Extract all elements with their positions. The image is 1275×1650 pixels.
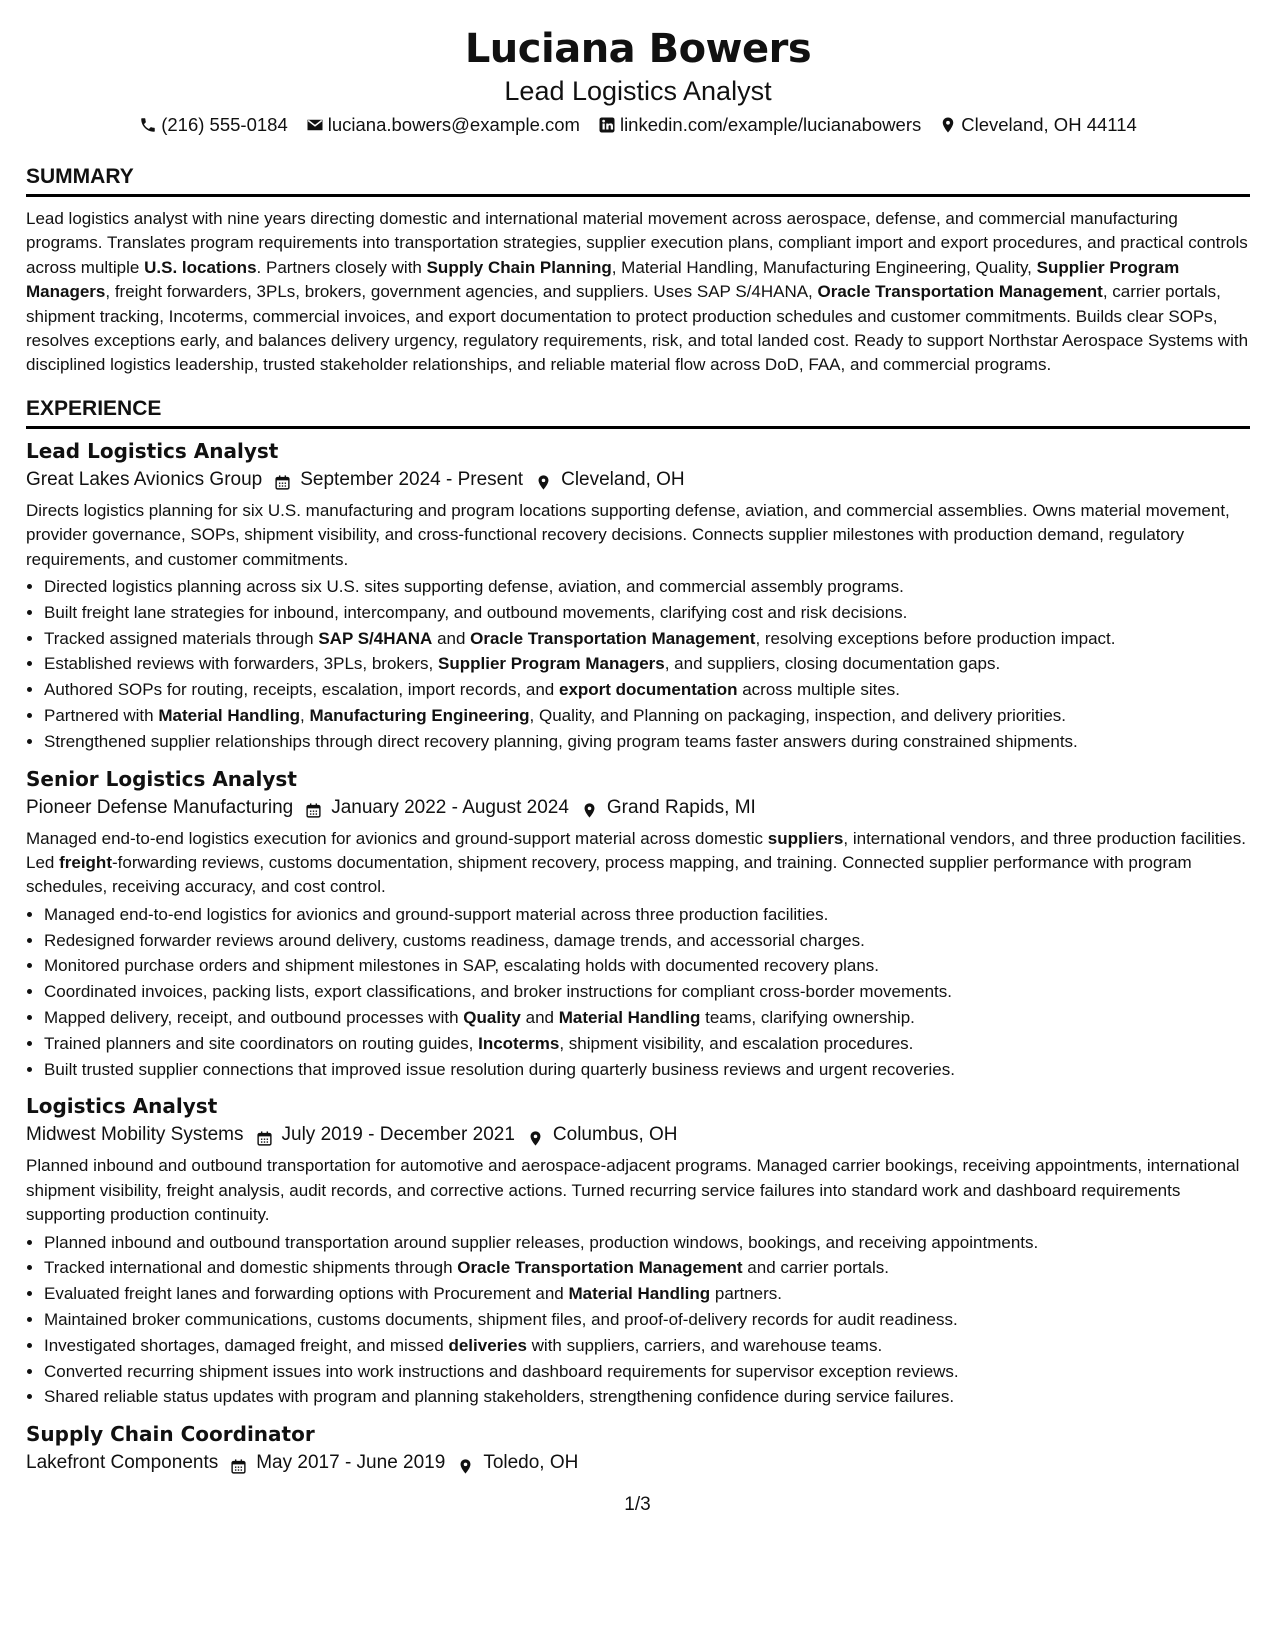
job-entry [26,1420,1250,1478]
bullet-item [44,1005,1250,1031]
text-run: Planned inbound and outbound transportation around supplier releases, production windows, bookings, and receiving appointments. [44,1232,1039,1252]
text-run: and [432,628,471,648]
contact-location-text: Cleveland, OH 44114 [961,114,1137,135]
text-run: across multiple sites. [737,680,900,700]
emphasized-text: Supplier Program Managers [26,257,1180,302]
text-run: Maintained broker communications, customs documents, shipment files, and proof-of-delivery records for audit readiness. [44,1310,958,1330]
text-run: Evaluated freight lanes and forwarding options with Procurement and [44,1284,569,1304]
calendar-icon [274,471,291,488]
experience-heading: EXPERIENCE [26,396,1250,429]
bullet-item [44,574,1250,600]
emphasized-text: Supply Chain Planning [426,257,612,277]
job-title: Lead Logistics Analyst [26,438,279,463]
bullet-item [44,1359,1250,1385]
bullet-item [44,902,1250,928]
bullet-item [44,1255,1250,1281]
job-location: Toledo, OH [483,1452,579,1474]
text-run: Mapped delivery, receipt, and outbound processes with [44,1008,464,1028]
job-entry [26,765,1250,1083]
text-run: Built freight lane strategies for inbound, intercompany, and outbound movements, clarifying cost and risk decisions. [44,602,908,622]
emphasized-text: Supplier Program Managers [438,654,665,674]
bullet-item [44,1230,1250,1256]
bullet-item [44,1384,1250,1410]
text-run: with suppliers, carriers, and warehouse teams. [526,1335,883,1355]
bullet-item [44,600,1250,626]
text-run: . Partners closely with [256,257,427,277]
job-description [26,827,1250,900]
contact-location [939,112,1137,138]
text-run: -forwarding reviews, customs documentation, shipment recovery, process mapping, and training. Connected supplier performance with program schedules, receiving accuracy, and cost control. [26,853,1192,897]
location-icon [457,1455,474,1472]
bullet-item [44,1281,1250,1307]
bullet-item [44,626,1250,652]
bullet-item [44,703,1250,729]
contact-linkedin[interactable] [598,112,921,138]
text-run: Tracked assigned materials through [44,628,319,648]
text-run: Established reviews with forwarders, 3PLs, brokers, [44,654,438,674]
bullet-item [44,1031,1250,1057]
job-title: Senior Logistics Analyst [26,766,297,791]
candidate-name: Luciana Bowers [464,26,812,72]
emphasized-text: Incoterms [478,1033,560,1053]
emphasized-text: Oracle Transportation Management [470,628,756,648]
text-run: , international vendors, and three production facilities. Led [26,828,1246,873]
calendar-icon [256,1127,273,1144]
summary-heading: SUMMARY [26,164,1250,197]
emphasized-text: Material Handling [568,1284,711,1304]
text-run: Directed logistics planning across six U.S. sites supporting defense, aviation, and commercial assembly programs. [44,577,904,597]
emphasized-text: freight [59,853,112,873]
text-run: and carrier portals. [742,1258,890,1278]
emphasized-text: U.S. locations [144,257,257,277]
text-run: , Material Handling, Manufacturing Engineering, Quality, [611,257,1037,277]
job-entry [26,1092,1250,1410]
text-run: Shared reliable status updates with program and planning stakeholders, strengthening confidence during service failures. [44,1387,955,1407]
job-company: Pioneer Defense Manufacturing [26,796,294,818]
text-run: Trained planners and site coordinators on routing guides, [44,1033,479,1053]
contact-phone-text: (216) 555-0184 [161,114,288,135]
emphasized-text: Material Handling [558,1008,701,1028]
job-location: Columbus, OH [552,1124,678,1146]
contact-email[interactable] [306,112,580,138]
calendar-icon [305,799,322,816]
text-run: , [300,706,310,726]
bullet-item [44,1057,1250,1083]
text-run: teams, clarifying ownership. [700,1008,915,1028]
job-company: Lakefront Components [26,1452,219,1474]
job-dates: January 2022 - August 2024 [331,796,569,818]
job-location: Cleveland, OH [561,468,685,490]
emphasized-text: Quality [463,1008,521,1028]
text-run: Coordinated invoices, packing lists, export classifications, and broker instructions for compliant cross-border movements. [44,982,953,1002]
job-dates: May 2017 - June 2019 [256,1452,446,1474]
bullet-item [44,677,1250,703]
bullet-item [44,1307,1250,1333]
job-description [26,1154,1250,1227]
job-dates: July 2019 - December 2021 [281,1124,515,1146]
job-location: Grand Rapids, MI [606,796,756,818]
text-run: , freight forwarders, 3PLs, brokers, government agencies, and suppliers. Uses SAP S/4HANA, [105,282,818,302]
text-run: Built trusted supplier connections that improved issue resolution during quarterly business reviews and urgent recoveries. [44,1059,955,1079]
linkedin-icon [598,116,616,134]
calendar-icon [230,1455,247,1472]
text-run: Monitored purchase orders and shipment milestones in SAP, escalating holds with documented recovery plans. [44,956,880,976]
job-company: Midwest Mobility Systems [26,1124,244,1146]
text-run: Managed end-to-end logistics for avionics and ground-support material across three production facilities. [44,904,829,924]
text-run: Investigated shortages, damaged freight, and missed [44,1335,449,1355]
contact-phone [139,112,288,138]
emphasized-text: Manufacturing Engineering [309,706,530,726]
email-icon [306,116,324,134]
page-number: 1/3 [624,1494,651,1515]
location-icon [939,116,957,134]
job-meta [26,1120,1250,1150]
emphasized-text: deliveries [448,1335,527,1355]
job-meta [26,793,1250,823]
location-icon [581,799,598,816]
job-dates: September 2024 - Present [300,468,524,490]
phone-icon [139,116,157,134]
text-run: Partnered with [44,706,159,726]
text-run: , Quality, and Planning on packaging, inspection, and delivery priorities. [529,706,1066,726]
text-run: Strengthened supplier relationships through direct recovery planning, giving program teams faster answers during constrained shipments. [44,731,1078,751]
bullet-item [44,953,1250,979]
bullet-item [44,928,1250,954]
job-company: Great Lakes Avionics Group [26,468,263,490]
text-run: Converted recurring shipment issues into work instructions and dashboard requirements for supervisor exception reviews. [44,1361,959,1381]
experience-list [26,437,1250,1478]
bullet-item [44,979,1250,1005]
job-bullets [26,574,1250,755]
candidate-role: Lead Logistics Analyst [504,76,772,106]
bullet-item [44,1333,1250,1359]
contact-bar [26,112,1250,138]
emphasized-text: Oracle Transportation Management [457,1258,743,1278]
job-description [26,499,1250,572]
text-run: , resolving exceptions before production impact. [755,628,1116,648]
text-run: partners. [710,1284,782,1304]
text-run: Redesigned forwarder reviews around delivery, customs readiness, damage trends, and accessorial charges. [44,930,865,950]
emphasized-text: export documentation [558,680,738,700]
job-title: Logistics Analyst [26,1094,218,1119]
location-icon [535,471,552,488]
contact-linkedin-text: linkedin.com/example/lucianabowers [619,114,922,135]
text-run: and [520,1008,559,1028]
emphasized-text: Material Handling [158,706,301,726]
text-run: Lead logistics analyst with nine years directing domestic and international material movement across aerospace, defense, and commercial manufacturing programs. Translates program requirements into transportation strategies, supplier execution plans, compliant import and export procedures, and practical controls across multiple [26,209,1248,277]
job-meta [26,1448,1250,1478]
resume-page [26,24,1250,1478]
job-title: Supply Chain Coordinator [26,1422,315,1447]
text-run: Tracked international and domestic shipments through [44,1258,458,1278]
bullet-item [44,651,1250,677]
location-icon [527,1127,544,1144]
job-meta [26,465,1250,495]
emphasized-text: SAP S/4HANA [318,628,433,648]
summary-text [26,207,1250,378]
bullet-item [44,729,1250,755]
job-entry [26,437,1250,755]
job-bullets [26,1230,1250,1411]
job-bullets [26,902,1250,1083]
emphasized-text: Oracle Transportation Management [817,282,1103,302]
text-run: , carrier portals, shipment tracking, Incoterms, commercial invoices, and export documentation to protect production schedules and customer commitments. Builds clear SOPs, resolves exceptions early, and balances delivery urgency, regulatory requirements, risk, and total landed cost. Ready to support Northstar Aerospace Systems with disciplined logistics leadership, trusted stakeholder relationships, and reliable material flow across DoD, FAA, and commercial programs. [26,282,1249,375]
emphasized-text: suppliers [767,828,844,848]
text-run: Authored SOPs for routing, receipts, escalation, import records, and [44,680,559,700]
text-run: , shipment visibility, and escalation procedures. [559,1033,914,1053]
contact-email-text: luciana.bowers@example.com [327,114,580,135]
text-run: Managed end-to-end logistics execution for avionics and ground-support material across domestic [26,828,768,848]
text-run: Planned inbound and outbound transportation for automotive and aerospace-adjacent programs. Managed carrier bookings, receiving appointments, international shipment visibility, freight analysis, audit records, and corrective actions. Turned recurring service failures into standard work and dashboard requirements supporting production continuity. [26,1156,1240,1225]
text-run: , and suppliers, closing documentation gaps. [664,654,1001,674]
text-run: Directs logistics planning for six U.S. manufacturing and program locations supporting defense, aviation, and commercial assemblies. Owns material movement, provider governance, SOPs, shipment visibility, and cross-functional recovery decisions. Connects supplier milestones with production demand, regulatory requirements, and customer commitments. [26,500,1230,569]
